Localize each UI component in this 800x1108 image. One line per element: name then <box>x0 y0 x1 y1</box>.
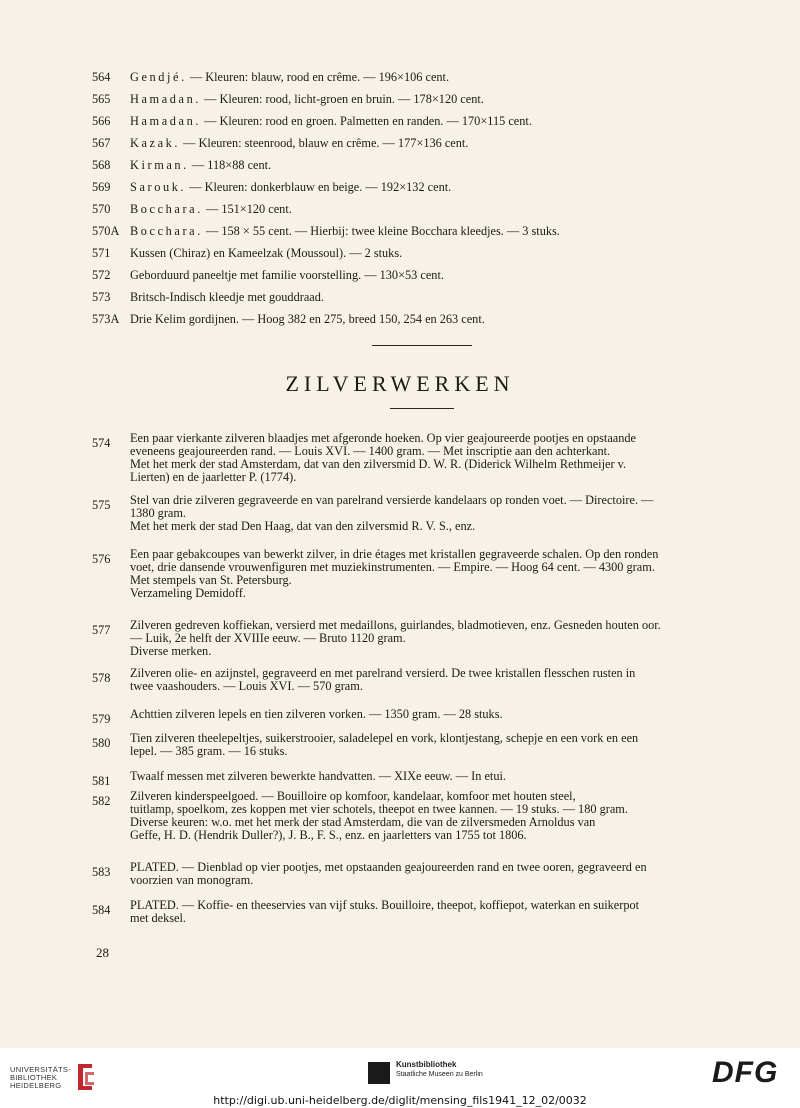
description-line <box>130 291 752 304</box>
lot-number: 573 <box>92 290 111 304</box>
description-line <box>130 115 752 128</box>
lot-number: 577 <box>92 623 111 637</box>
description-line: Verzameling Demidoff. <box>130 586 246 600</box>
description-line <box>130 71 752 84</box>
lot-description <box>130 790 752 842</box>
description-line: eveneens geajoureerden rand. — Louis XVI. — 1400 gram. — Met inscriptie aan den achterkant. <box>130 444 611 458</box>
description-line: Met stempels van St. Petersburg. <box>130 573 292 587</box>
lot-number: 570A <box>92 224 120 238</box>
description-line: Lierten) en de jaarletter P. (1774). <box>130 470 297 484</box>
lot-number: 574 <box>92 436 111 450</box>
description-line: PLATED. — Dienblad op vier pootjes, met opstaanden geajoureerden rand en twee ooren, gegraveerd en <box>130 860 647 874</box>
description-line: voorzien van monogram. <box>130 873 254 887</box>
lot-description <box>130 899 752 925</box>
permalink-url[interactable]: http://digi.ub.uni-heidelberg.de/diglit/mensing_fils1941_12_02/0032 <box>213 1094 587 1107</box>
description-line: 1380 gram. <box>130 506 187 520</box>
description-line <box>130 93 752 106</box>
section-divider-bottom <box>390 408 454 409</box>
description-text: Geborduurd paneeltje met familie voorstelling. — 130×53 cent. <box>130 268 444 282</box>
lot-number: 569 <box>92 180 111 194</box>
lot-description <box>130 494 752 533</box>
description-line <box>130 181 752 194</box>
spaced-name: Hamadan. <box>130 92 201 106</box>
lot-number: 568 <box>92 158 111 172</box>
description-line: tuitlamp, spoelkom, zes koppen met vier schotels, theepot en twee kannen. — 19 stuks. — 180 gram. <box>130 802 628 816</box>
lot-description <box>130 667 752 693</box>
lot-number: 583 <box>92 865 111 879</box>
lot-number: 584 <box>92 903 111 917</box>
spaced-name: Bocchara. <box>130 224 203 238</box>
description-text: — Kleuren: blauw, rood en crême. — 196×106 cent. <box>186 70 450 84</box>
description-text: — 118×88 cent. <box>188 158 272 172</box>
spaced-name: Gendjé. <box>130 70 187 84</box>
description-line <box>130 203 752 216</box>
description-line: Stel van drie zilveren gegraveerde en van parelrand versierde kandelaars op ronden voet. — Directoire. — <box>130 493 654 507</box>
lot-description <box>130 203 752 216</box>
spaced-name: Kazak. <box>130 136 181 150</box>
lot-number: 580 <box>92 736 111 750</box>
description-line: Achttien zilveren lepels en tien zilveren vorken. — 1350 gram. — 28 stuks. <box>130 707 503 721</box>
kunstbibliothek-logo-icon[interactable] <box>368 1062 390 1084</box>
kunstbibliothek-subtitle: Staatliche Museen zu Berlin <box>396 1071 483 1078</box>
lot-number: 566 <box>92 114 111 128</box>
description-line: Met het merk der stad Amsterdam, dat van den zilversmid D. W. R. (Diderick Wilhelm Rethmeijer v. <box>130 457 627 471</box>
description-line <box>130 247 752 260</box>
description-line: Met het merk der stad Den Haag, dat van den zilversmid R. V. S., enz. <box>130 519 476 533</box>
lot-description <box>130 861 752 887</box>
description-line <box>130 269 752 282</box>
description-line: PLATED. — Koffie- en theeservies van vijf stuks. Bouilloire, theepot, koffiepot, waterkan en suikerpot <box>130 898 640 912</box>
lot-description <box>130 71 752 84</box>
description-line <box>130 225 752 238</box>
library-name-line-3: HEIDELBERG <box>10 1081 62 1090</box>
description-line: twee vaashouders. — Louis XVI. — 570 gram. <box>130 679 363 693</box>
lot-description <box>130 291 752 304</box>
spaced-name: Sarouk. <box>130 180 187 194</box>
lot-number: 572 <box>92 268 111 282</box>
description-text: — 158 × 55 cent. — Hierbij: twee kleine Bocchara kleedjes. — 3 stuks. <box>202 224 560 238</box>
lot-number: 564 <box>92 70 111 84</box>
spaced-name: Kirman. <box>130 158 189 172</box>
lot-description <box>130 159 752 172</box>
description-text: Drie Kelim gordijnen. — Hoog 382 en 275, breed 150, 254 en 263 cent. <box>130 312 485 326</box>
section-divider-top <box>372 345 472 346</box>
lot-description <box>130 313 752 326</box>
description-text: — Kleuren: steenrood, blauw en crême. — 177×136 cent. <box>180 136 469 150</box>
description-line: Een paar gebakcoupes van bewerkt zilver, in drie étages met kristallen gegraveerde schalen. Op den ronden <box>130 547 659 561</box>
description-line <box>130 159 752 172</box>
description-text: — Kleuren: donkerblauw en beige. — 192×132 cent. <box>186 180 452 194</box>
lot-number: 576 <box>92 552 111 566</box>
description-text: Britsch-Indisch kleedje met gouddraad. <box>130 290 324 304</box>
lot-description <box>130 137 752 150</box>
lot-description <box>130 548 752 600</box>
dfg-logo[interactable]: DFG <box>712 1056 779 1089</box>
university-logo-icon[interactable] <box>74 1062 96 1092</box>
description-text: — 151×120 cent. <box>202 202 292 216</box>
description-line: Twaalf messen met zilveren bewerkte handvatten. — XIXe eeuw. — In etui. <box>130 769 506 783</box>
lot-number: 575 <box>92 498 111 512</box>
lot-description <box>130 732 752 758</box>
lot-number: 565 <box>92 92 111 106</box>
lot-number: 570 <box>92 202 111 216</box>
description-line: Zilveren kinderspeelgoed. — Bouilloire op komfoor, kandelaar, komfoor met houten steel, <box>130 789 576 803</box>
lot-description <box>130 225 752 238</box>
lot-description <box>130 770 752 783</box>
description-line: Geffe, H. D. (Hendrik Duller?), J. B., F. S., enz. en jaarletters van 1755 tot 1806. <box>130 828 527 842</box>
description-line: lepel. — 385 gram. — 16 stuks. <box>130 744 288 758</box>
lot-description <box>130 93 752 106</box>
lot-number: 573A <box>92 312 120 326</box>
description-line: Zilveren olie- en azijnstel, gegraveerd en met parelrand versierd. De twee kristallen flesschen rusten in <box>130 666 636 680</box>
description-line <box>130 137 752 150</box>
lot-description <box>130 181 752 194</box>
lot-description <box>130 432 752 484</box>
lot-number: 567 <box>92 136 111 150</box>
lot-description <box>130 247 752 260</box>
lot-number: 571 <box>92 246 111 260</box>
description-text: Kussen (Chiraz) en Kameelzak (Moussoul). — 2 stuks. <box>130 246 403 260</box>
description-line <box>130 313 752 326</box>
spaced-name: Hamadan. <box>130 114 201 128</box>
description-text: — Kleuren: rood en groen. Palmetten en randen. — 170×115 cent. <box>201 114 532 128</box>
lot-number: 579 <box>92 712 111 726</box>
lot-number: 581 <box>92 774 111 788</box>
section-title: ZILVERWERKEN <box>285 371 515 396</box>
description-line: Diverse keuren: w.o. met het merk der stad Amsterdam, die van de zilversmeden Arnoldus van <box>130 815 596 829</box>
lot-description <box>130 269 752 282</box>
description-line: voet, drie dansende vrouwenfiguren met muziekinstrumenten. — Empire. — Hoog 64 cent. — 4300 gram. <box>130 560 655 574</box>
description-line: Zilveren gedreven koffiekan, versierd met medaillons, guirlandes, bladmotieven, enz. Gesneden houten oor. <box>130 618 661 632</box>
footer-bar <box>0 1048 800 1108</box>
description-line: Diverse merken. <box>130 644 212 658</box>
description-line: — Luik, 2e helft der XVIIIe eeuw. — Bruto 1120 gram. <box>130 631 406 645</box>
page-number: 28 <box>96 945 109 960</box>
library-name-line-2: BIBLIOTHEK <box>10 1073 58 1082</box>
description-line: Tien zilveren theelepeltjes, suikerstrooier, saladelepel en vork, klontjestang, schepje en een vork en een <box>130 731 639 745</box>
lot-number: 578 <box>92 671 111 685</box>
lot-number: 582 <box>92 794 111 808</box>
description-line: met deksel. <box>130 911 187 925</box>
lot-description <box>130 115 752 128</box>
spaced-name: Bocchara. <box>130 202 203 216</box>
lot-description <box>130 619 752 658</box>
lot-description <box>130 708 752 721</box>
description-line: Een paar vierkante zilveren blaadjes met afgeronde hoeken. Op vier geajoureerde pootjes en opstaande <box>130 431 636 445</box>
kunstbibliothek-name: Kunstbibliothek <box>396 1060 457 1069</box>
library-name-line-1: UNIVERSITÄTS- <box>10 1065 71 1074</box>
description-text: — Kleuren: rood, licht-groen en bruin. — 178×120 cent. <box>201 92 484 106</box>
